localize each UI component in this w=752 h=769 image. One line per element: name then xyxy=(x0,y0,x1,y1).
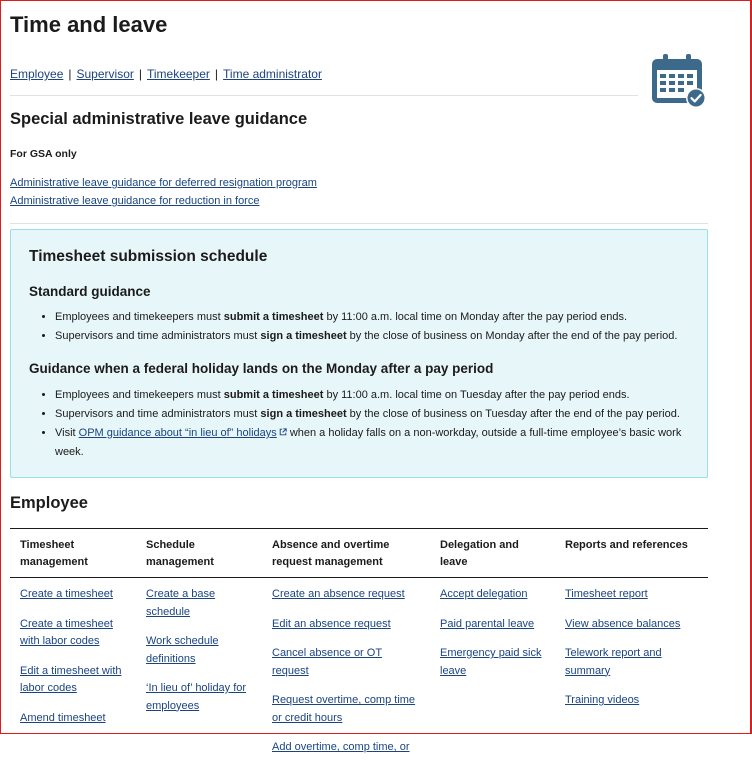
column-header-schedule: Schedule management xyxy=(136,529,262,578)
timesheet-links xyxy=(10,578,136,769)
nav-separator: | xyxy=(138,67,142,81)
standard-guidance-list xyxy=(29,308,695,346)
absence-overtime-links xyxy=(262,578,430,769)
opm-in-lieu-holidays-link[interactable]: OPM guidance about “in lieu of” holidays xyxy=(79,427,287,439)
view-absence-balances-link[interactable]: View absence balances xyxy=(565,617,681,630)
role-link-time-administrator[interactable]: Time administrator xyxy=(223,67,322,81)
in-lieu-holiday-link[interactable]: ‘In lieu of’ holiday for employees xyxy=(146,682,247,712)
gsa-only-label: For GSA only xyxy=(10,148,77,160)
emergency-paid-sick-leave-link[interactable]: Emergency paid sick leave xyxy=(440,647,542,677)
amend-timesheet-link[interactable]: Amend timesheet xyxy=(20,711,106,724)
role-nav xyxy=(10,67,322,81)
edit-timesheet-labor-codes-link[interactable]: Edit a timesheet with labor codes xyxy=(20,664,122,694)
list-item: • Supervisors and time administrators must sign a timesheet by the close of business on Tuesday after the end of the pay period. xyxy=(55,405,695,424)
role-link-employee[interactable]: Employee xyxy=(10,67,64,81)
calendar-check-icon xyxy=(651,53,707,109)
work-schedule-definitions-link[interactable]: Work schedule definitions xyxy=(146,635,219,665)
external-link-icon xyxy=(279,428,287,436)
list-item: • Supervisors and time administrators must sign a timesheet by the close of business on Monday after the end of the pay period. xyxy=(55,327,695,346)
cancel-absence-ot-request-link[interactable]: Cancel absence or OT request xyxy=(272,647,383,677)
deferred-resignation-link[interactable]: Administrative leave guidance for deferred resignation program xyxy=(10,177,317,189)
telework-report-link[interactable]: Telework report and summary xyxy=(565,647,662,677)
employee-links-table xyxy=(10,528,708,769)
training-videos-link[interactable]: Training videos xyxy=(565,694,640,706)
list-item: • Employees and timekeepers must submit a timesheet by 11:00 a.m. local time on Tuesday after the pay period ends. xyxy=(55,386,695,405)
reduction-in-force-link[interactable]: Administrative leave guidance for reduction in force xyxy=(10,195,260,207)
list-item: • Employees and timekeepers must submit a timesheet by 11:00 a.m. local time on Monday after the pay period ends. xyxy=(55,308,695,327)
schedule-heading: Timesheet submission schedule xyxy=(29,248,268,265)
nav-separator: | xyxy=(214,67,219,81)
divider xyxy=(10,95,638,96)
edit-absence-request-link[interactable]: Edit an absence request xyxy=(272,617,391,630)
holiday-guidance-heading: Guidance when a federal holiday lands on the Monday after a pay period xyxy=(29,361,494,376)
column-header-timesheet: Timesheet management xyxy=(10,529,136,578)
role-link-timekeeper[interactable]: Timekeeper xyxy=(146,67,210,81)
create-absence-request-link[interactable]: Create an absence request xyxy=(272,588,405,600)
create-timesheet-labor-codes-link[interactable]: Create a timesheet with labor codes xyxy=(20,617,113,647)
nav-separator: | xyxy=(68,67,72,81)
timesheet-report-link[interactable]: Timesheet report xyxy=(565,588,648,600)
special-leave-heading: Special administrative leave guidance xyxy=(10,110,308,128)
holiday-guidance-list xyxy=(29,386,695,462)
delegation-leave-links xyxy=(430,578,555,769)
add-overtime-link[interactable]: Add overtime, comp time, or xyxy=(272,741,410,753)
column-header-reports: Reports and references xyxy=(555,529,708,578)
employee-heading: Employee xyxy=(10,494,88,512)
create-timesheet-link[interactable]: Create a timesheet xyxy=(20,588,113,600)
create-base-schedule-link[interactable]: Create a base schedule xyxy=(146,588,216,618)
divider xyxy=(10,223,708,224)
column-header-delegation-leave: Delegation and leave xyxy=(430,529,555,578)
schedule-links xyxy=(136,578,262,769)
standard-guidance-heading: Standard guidance xyxy=(29,284,151,299)
page-title: Time and leave xyxy=(10,12,168,37)
reports-links xyxy=(555,578,708,769)
accept-delegation-link[interactable]: Accept delegation xyxy=(440,588,528,600)
column-header-absence-overtime: Absence and overtime request management xyxy=(262,529,430,578)
request-overtime-link[interactable]: Request overtime, comp time or credit hours xyxy=(272,694,416,724)
role-link-supervisor[interactable]: Supervisor xyxy=(76,67,134,81)
paid-parental-leave-link[interactable]: Paid parental leave xyxy=(440,617,535,630)
timesheet-schedule-callout xyxy=(10,229,708,478)
list-item: • Visit OPM guidance about “in lieu of” holidays when a holiday falls on a non-workday, outside a full-time employee’s basic work week. xyxy=(55,424,695,462)
